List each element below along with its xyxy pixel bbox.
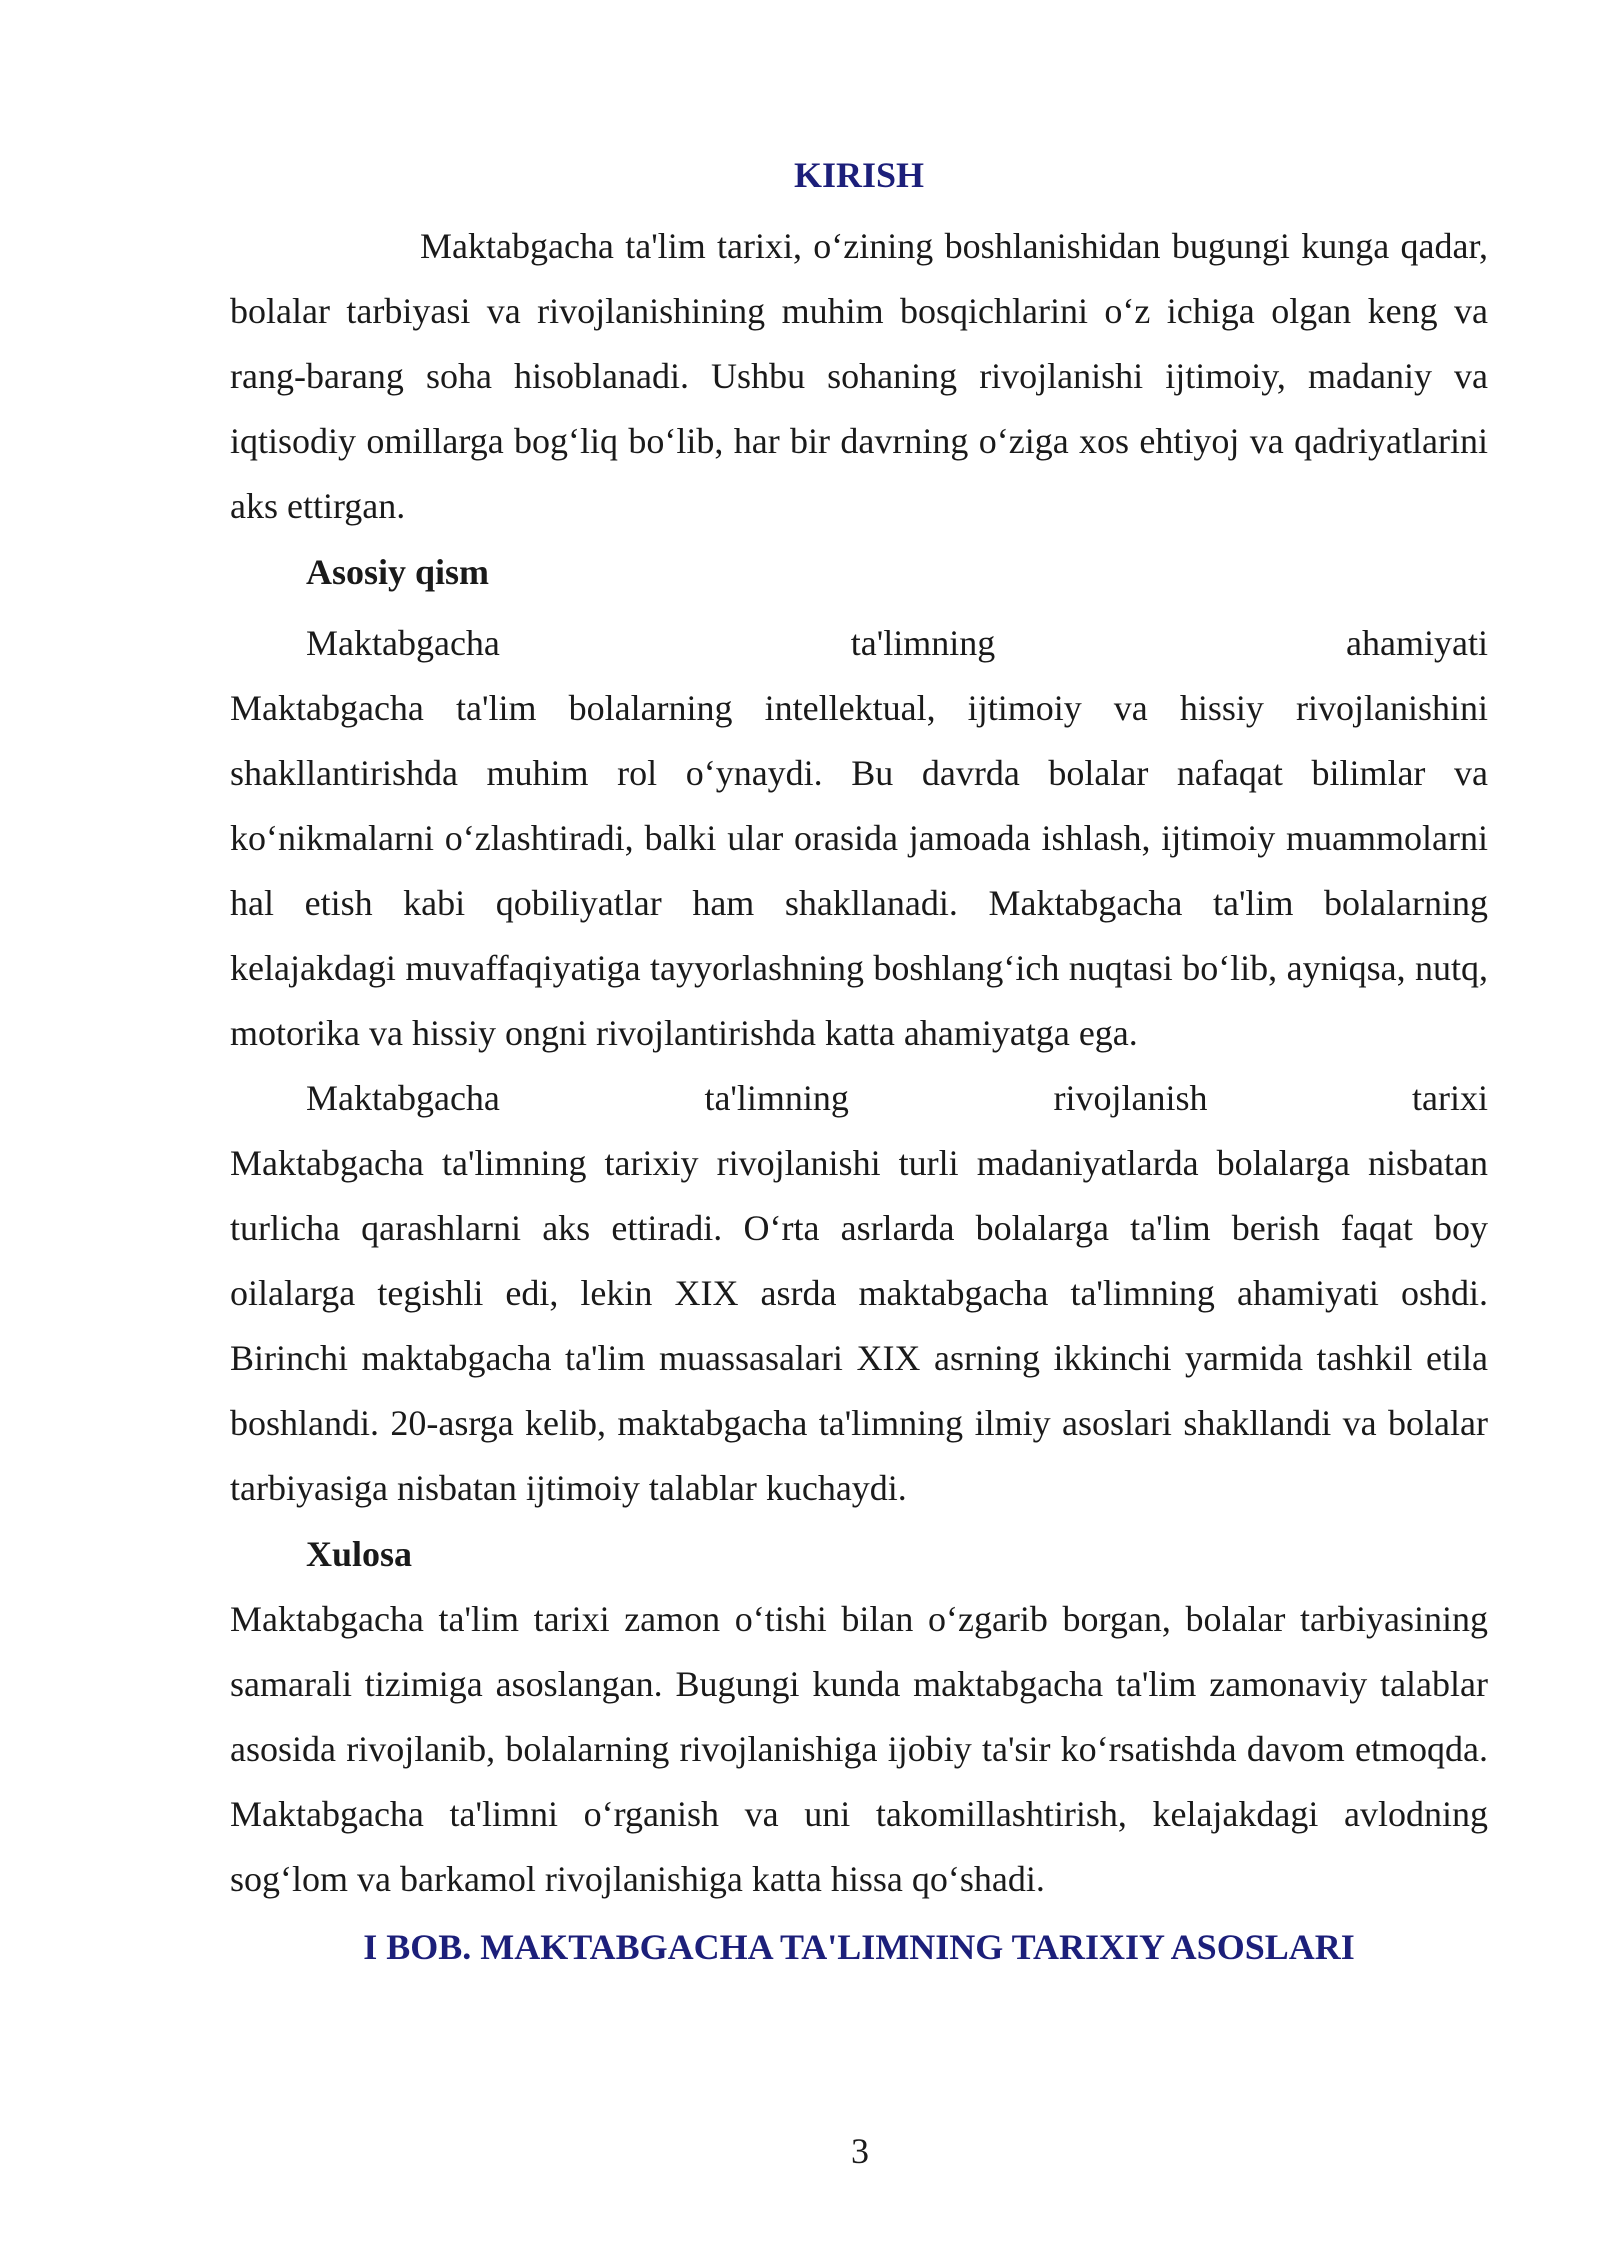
subsection2-word-2: ta'limning bbox=[704, 1078, 849, 1118]
main-section-heading: Asosiy qism bbox=[306, 552, 490, 592]
conclusion-heading: Xulosa bbox=[306, 1534, 413, 1574]
subsection2-word-3: rivojlanish bbox=[1053, 1078, 1208, 1118]
subsection2-paragraph: Maktabgacha ta'limning tarixiy rivojlanishi turli madaniyatlarda bolalarga nisbatan turlicha qarashlarni aks ettiradi. O‘rta asrlarda bolalarga ta'lim berish faqat boy oilalarga tegishli edi, lekin XIX asrda maktabgacha ta'limning ahamiyati oshdi. Birinchi maktabgacha ta'lim muassasalari XIX asrning ikkinchi yarmida tashkil etila boshlandi. 20-asrga kelib, maktabgacha ta'limning ilmiy asoslari shakllandi va bolalar tarbiyasiga nisbatan ijtimoiy talablar kuchaydi. bbox=[230, 1143, 1488, 1508]
subsection1-heading-line bbox=[230, 611, 1488, 676]
intro-paragraph: Maktabgacha ta'lim tarixi, o‘zining boshlanishidan bugungi kunga qadar, bolalar tarbiyasi va rivojlanishining muhim bosqichlarini o‘z ichiga olgan keng va rang-barang soha hisoblanadi. Ushbu sohaning rivojlanishi ijtimoiy, madaniy va iqtisodiy omillarga bog‘liq bo‘lib, har bir davrning o‘ziga xos ehtiyoj va qadriyatlarini aks ettirgan. bbox=[230, 226, 1488, 526]
document-page bbox=[230, 150, 1488, 1972]
subsection2-word-1: Maktabgacha bbox=[306, 1078, 500, 1118]
subsection1-paragraph: Maktabgacha ta'lim bolalarning intellektual, ijtimoiy va hissiy rivojlanishini shakllantirishda muhim rol o‘ynaydi. Bu davrda bolalar nafaqat bilimlar va ko‘nikmalarni o‘zlashtiradi, balki ular orasida jamoada ishlash, ijtimoiy muammolarni hal etish kabi qobiliyatlar ham shakllanadi. Maktabgacha ta'lim bolalarning kelajakdagi muvaffaqiyatiga tayyorlashning boshlang‘ich nuqtasi bo‘lib, ayniqsa, nutq, motorika va hissiy ongni rivojlantirishda katta ahamiyatga ega. bbox=[230, 688, 1488, 1053]
subsection1-word-1: Maktabgacha bbox=[306, 623, 500, 663]
conclusion-paragraph: Maktabgacha ta'lim tarixi zamon o‘tishi bilan o‘zgarib borgan, bolalar tarbiyasining samarali tizimiga asoslangan. Bugungi kunda maktabgacha ta'lim zamonaviy talablar asosida rivojlanib, bolalarning rivojlanishiga ijobiy ta'sir ko‘rsatishda davom etmoqda. Maktabgacha ta'limni o‘rganish va uni takomillashtirish, kelajakdagi avlodning sog‘lom va barkamol rivojlanishiga katta hissa qo‘shadi. bbox=[230, 1599, 1488, 1899]
subsection1-word-3: ahamiyati bbox=[1346, 623, 1488, 663]
subsection2-heading-line bbox=[230, 1066, 1488, 1131]
intro-heading: KIRISH bbox=[793, 155, 925, 195]
subsection2-word-4: tarixi bbox=[1412, 1078, 1488, 1118]
page-number: 3 bbox=[851, 2131, 869, 2171]
subsection1-word-2: ta'limning bbox=[850, 623, 996, 663]
chapter-heading: I BOB. MAKTABGACHA TA'LIMNING TARIXIY ASOSLARI bbox=[363, 1927, 1355, 1967]
